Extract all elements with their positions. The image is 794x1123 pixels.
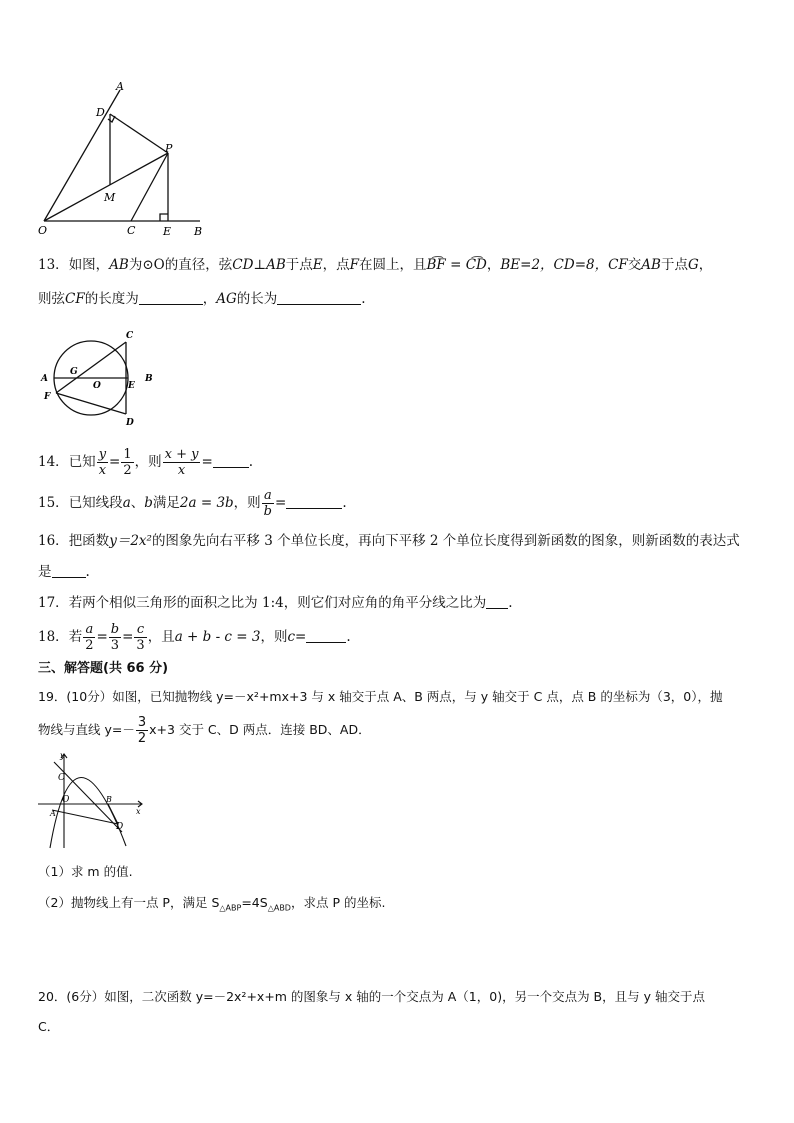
label-D: D (126, 418, 134, 428)
label-E: E (163, 225, 172, 238)
label-C: C (126, 331, 134, 341)
answer-blank-18[interactable] (306, 628, 346, 643)
fraction-c-over-3: $\frac{c}{3}$ (136, 622, 145, 653)
question-14: 14．已知 $\frac{y}{x}$ = $\frac{1}{2}$ ，则 $\frac{x + y}{x}$ = . (38, 447, 254, 478)
answer-blank-15[interactable] (286, 494, 342, 509)
label-C: C (58, 773, 65, 783)
fraction-a-over-b: $\frac{a}{b}$ (263, 488, 272, 519)
label-E: E (128, 381, 135, 391)
fraction-three-halves: $\frac{3}{2}$ (137, 715, 147, 746)
label-B: B (145, 374, 153, 384)
question-16-line-2: 是 . (38, 564, 90, 580)
label-D: D (116, 822, 124, 832)
label-A: A (41, 374, 48, 384)
question-17: 17．若两个相似三角形的面积之比为 1:4，则它们对应角的角平分线之比为 . (38, 595, 513, 611)
label-O: O (62, 795, 70, 805)
question-15: 15．已知线段a、b满足2a = 3b，则 $\frac{a}{b}$ = . (38, 488, 347, 519)
question-20-line-2: C． (38, 1019, 60, 1034)
answer-blank-17[interactable] (486, 594, 508, 609)
fraction-b-over-3: $\frac{b}{3}$ (110, 622, 120, 653)
fraction-a-over-2: $\frac{a}{2}$ (85, 622, 94, 653)
label-x: x (136, 807, 141, 816)
label-D: D (96, 106, 105, 119)
question-13-line-2: 则弦CF的长度为 ，AG的长为 . (38, 291, 366, 307)
question-16-line-1: 16．把函数y＝2x²的图象先向右平移 3 个单位长度，再向下平移 2 个单位长度得到新函数的图象，则新函数的表达式 (38, 533, 740, 549)
label-G: G (70, 367, 78, 377)
label-O: O (93, 381, 101, 391)
label-A: A (116, 80, 124, 93)
question-19-part-2: （2）抛物线上有一点 P，满足 $S_{\triangle ABP}=4S_{\triangle ABD}$，求点 P 的坐标. (38, 895, 386, 913)
question-20-line-1: 20．(6分）如图，二次函数 y=－2x²+x+m 的图象与 x 轴的一个交点为 A（1，0)，另一个交点为 B，且与 y 轴交于点 (38, 989, 705, 1004)
fraction-y-over-x: $\frac{y}{x}$ (98, 447, 107, 478)
parabola-figure-19 (34, 750, 150, 852)
label-F: F (44, 392, 51, 402)
label-B: B (194, 225, 203, 238)
triangle-figure-12 (34, 78, 214, 240)
label-B: B (106, 795, 112, 804)
answer-blank-ag[interactable] (277, 290, 361, 305)
question-19-line-1: 19．(10分）如图，已知抛物线 y=－x²+mx+3 与 x 轴交于点 A、B 两点，与 y 轴交于 C 点，点 B 的坐标为（3，0），抛 (38, 689, 723, 704)
section-heading: 三、解答题(共 66 分) (38, 661, 169, 676)
answer-blank-cf[interactable] (139, 290, 203, 305)
question-19-line-2: 物线与直线 y=－ $\frac{3}{2}$ x+3 交于 C、D 两点．连接 BD、AD． (38, 715, 371, 746)
label-C: C (127, 224, 136, 237)
label-A: A (50, 809, 56, 818)
answer-blank-16[interactable] (52, 563, 86, 578)
question-13-line-1: 13．如图，AB为⊙O的直径，弦CD⊥AB于点E，点F在圆上，且B͡F = C͡D，BE=2，CD=8，CF交AB于点G， (38, 257, 713, 273)
label-O: O (38, 224, 48, 237)
circle-figure-13 (38, 328, 160, 428)
answer-blank-14[interactable] (213, 453, 249, 468)
label-M: M (104, 191, 116, 204)
label-y: y (60, 751, 65, 760)
label-P: P (165, 142, 173, 155)
question-18: 18．若 $\frac{a}{2}$ = $\frac{b}{3}$ = $\frac{c}{3}$ ，且a + b - c = 3，则c= . (38, 622, 351, 653)
fraction-x-plus-y-over-x: $\frac{x + y}{x}$ (164, 447, 199, 478)
fraction-one-half: $\frac{1}{2}$ (123, 447, 132, 478)
question-19-part-1: （1）求 m 的值. (38, 864, 133, 879)
